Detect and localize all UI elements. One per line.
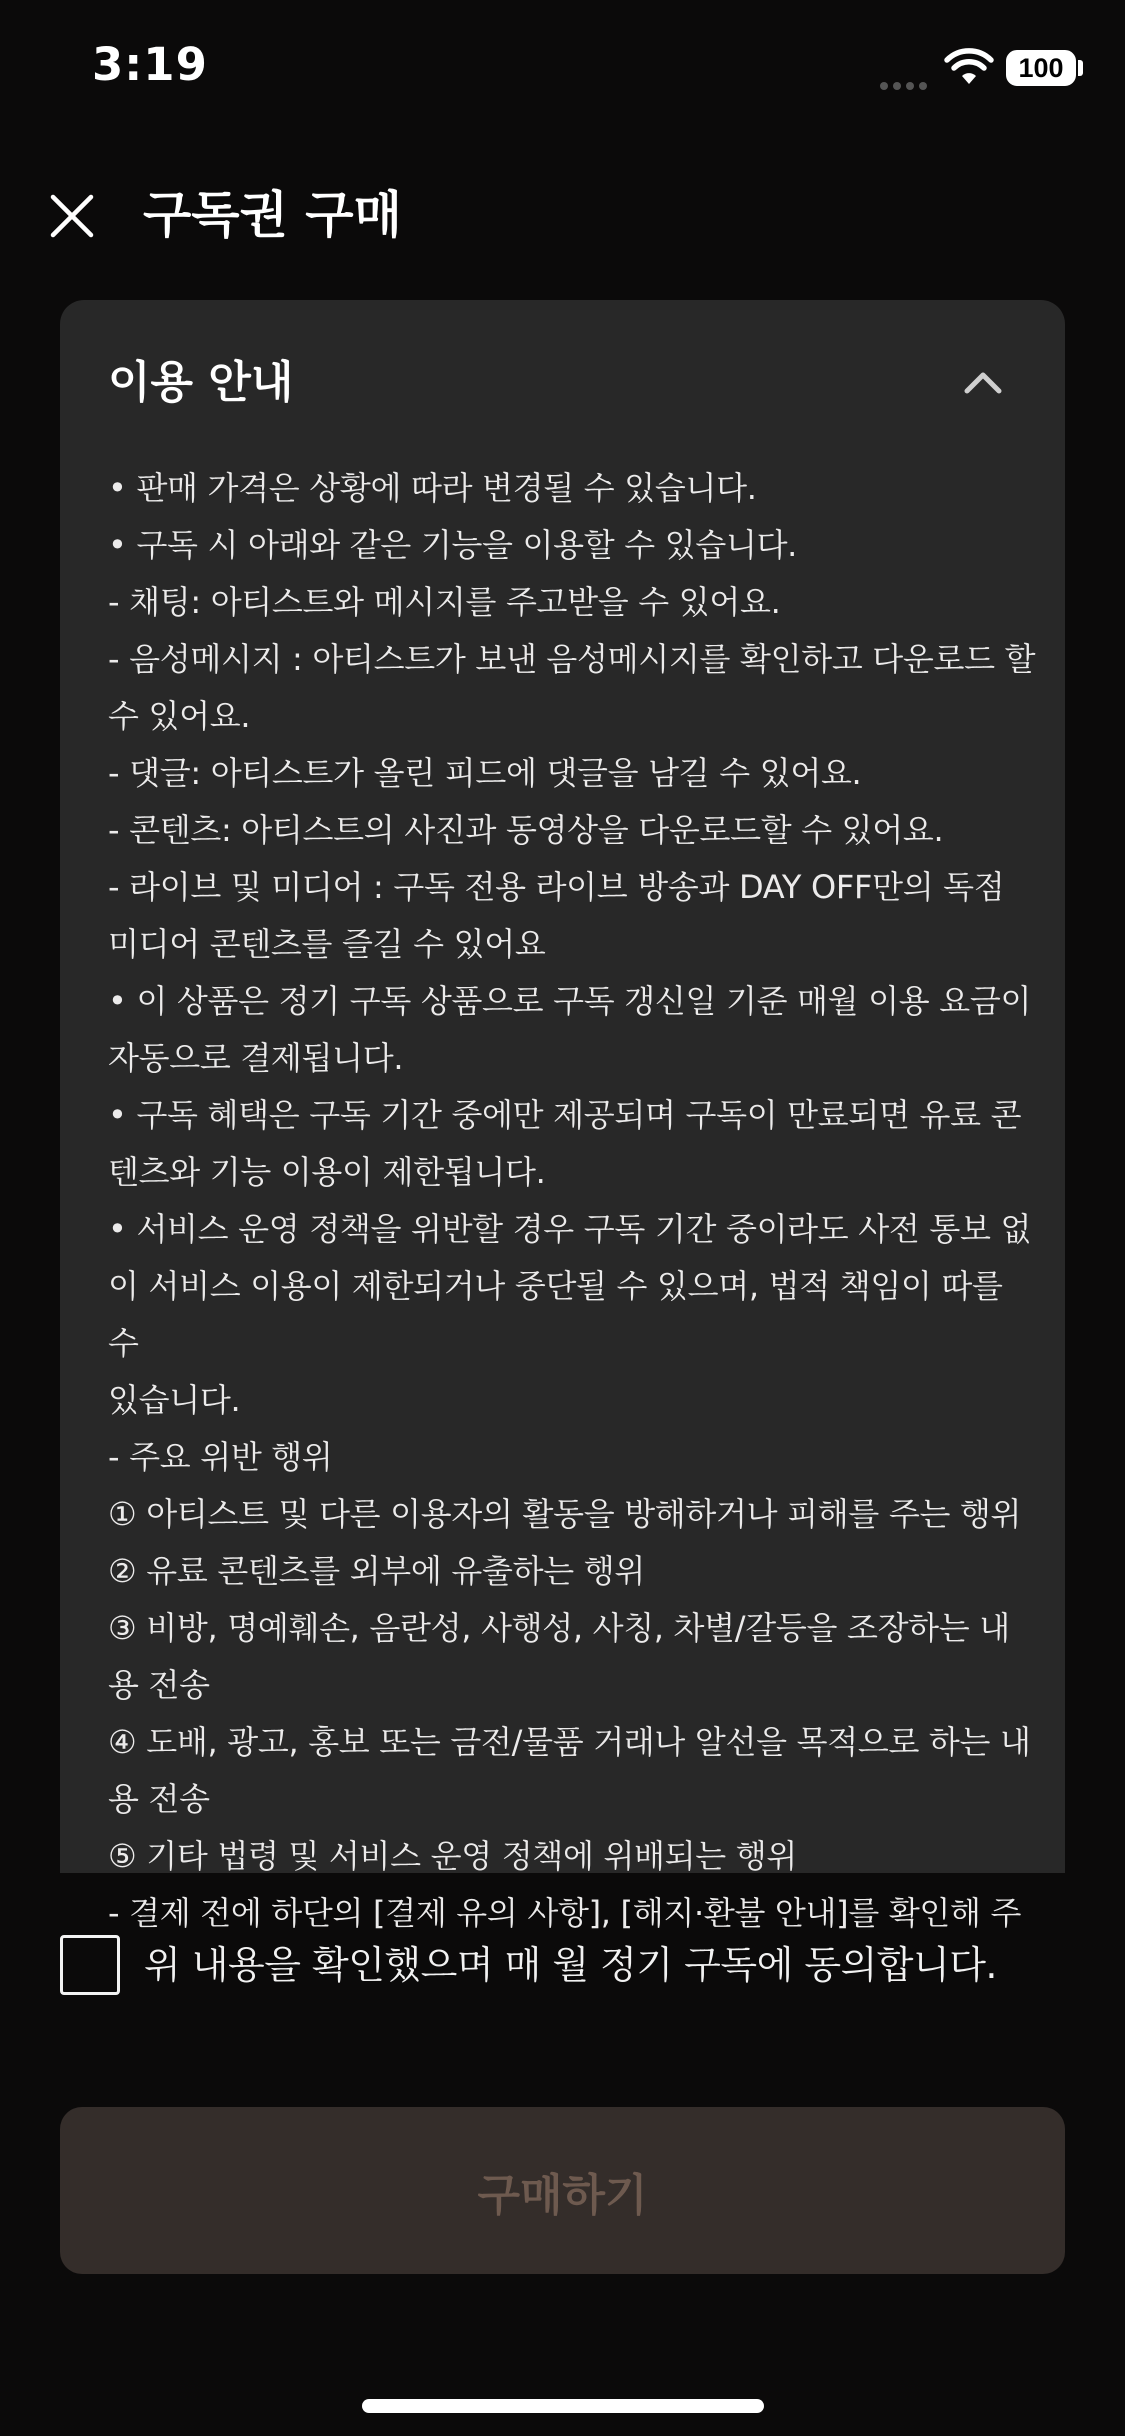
info-line: - 결제 전에 하단의 [결제 유의 사항], [해지·환불 안내]를 확인해 주 [108, 1894, 1022, 1932]
close-icon[interactable] [48, 192, 96, 240]
info-line: ⑤ 기타 법령 및 서비스 운영 정책에 위배되는 행위 [108, 1837, 797, 1875]
info-card-title: 이용 안내 [108, 357, 294, 408]
purchase-button[interactable]: 구매하기 [60, 2107, 1065, 2274]
home-indicator [362, 2399, 764, 2413]
info-card[interactable] [60, 300, 1065, 1932]
info-line: - 콘텐츠: 아티스트의 사진과 동영상을 다운로드할 수 있어요. [108, 811, 944, 849]
battery-tip [1078, 60, 1083, 76]
info-line: ② 유료 콘텐츠를 외부에 유출하는 행위 [108, 1552, 645, 1590]
chevron-up-icon[interactable] [960, 360, 1006, 406]
info-line: • 서비스 운영 정책을 위반할 경우 구독 기간 중이라도 사전 통보 없 [108, 1210, 1032, 1248]
info-line: 미디어 콘텐츠를 즐길 수 있어요 [108, 925, 546, 963]
info-line: 용 전송 [108, 1666, 210, 1704]
info-line: • 이 상품은 정기 구독 상품으로 구독 갱신일 기준 매월 이용 요금이 [108, 982, 1032, 1020]
info-line: - 채팅: 아티스트와 메시지를 주고받을 수 있어요. [108, 583, 781, 621]
info-line: - 댓글: 아티스트가 올린 피드에 댓글을 남길 수 있어요. [108, 754, 862, 792]
info-line: 자동으로 결제됩니다. [108, 1039, 404, 1077]
status-time: 3:19 [92, 38, 208, 91]
info-line: ③ 비방, 명예훼손, 음란성, 사행성, 사칭, 차별/갈등을 조장하는 내 [108, 1609, 1010, 1647]
info-line: • 판매 가격은 상황에 따라 변경될 수 있습니다. [108, 469, 757, 507]
info-line: 있습니다. [108, 1381, 241, 1419]
info-line: - 음성메시지 : 아티스트가 보낸 음성메시지를 확인하고 다운로드 할 [108, 640, 1036, 678]
battery-icon: 100 [1006, 50, 1076, 86]
status-bar [0, 0, 1125, 140]
info-line: 텐츠와 기능 이용이 제한됩니다. [108, 1153, 546, 1191]
info-line: ① 아티스트 및 다른 이용자의 활동을 방해하거나 피해를 주는 행위 [108, 1495, 1022, 1533]
wifi-icon [945, 50, 993, 86]
info-line: • 구독 혜택은 구독 기간 중에만 제공되며 구독이 만료되면 유료 콘 [108, 1096, 1022, 1134]
consent-label: 위 내용을 확인했으며 매 월 정기 구독에 동의합니다. [144, 1943, 998, 1987]
consent-row[interactable] [60, 1935, 1065, 1995]
page-title: 구독권 구매 [143, 186, 402, 244]
info-line: 이 서비스 이용이 제한되거나 중단될 수 있으며, 법적 책임이 따를 수 [108, 1267, 1003, 1362]
info-line: • 구독 시 아래와 같은 기능을 이용할 수 있습니다. [108, 526, 798, 564]
info-line: 수 있어요. [108, 697, 251, 735]
info-line: ④ 도배, 광고, 홍보 또는 금전/물품 거래나 알선을 목적으로 하는 내 [108, 1723, 1031, 1761]
cellular-signal-icon [880, 75, 932, 94]
info-line: - 주요 위반 행위 [108, 1438, 333, 1476]
agree-checkbox[interactable] [60, 1935, 120, 1995]
info-line: - 라이브 및 미디어 : 구독 전용 라이브 방송과 DAY OFF만의 독점 [108, 868, 1005, 906]
info-body [108, 460, 1038, 1942]
info-line: 용 전송 [108, 1780, 210, 1818]
